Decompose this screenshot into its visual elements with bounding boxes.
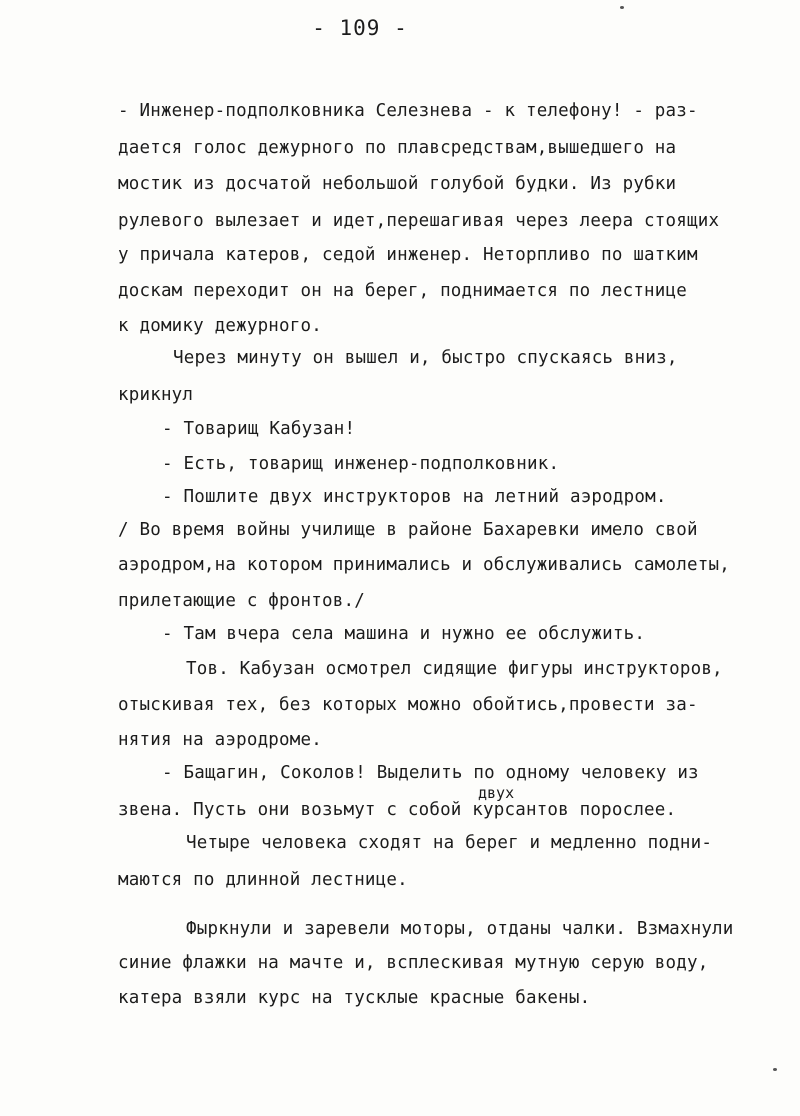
- text-line: катера взяли курс на тусклые красные бакены.: [118, 988, 591, 1008]
- interlinear-insert: двух: [478, 784, 515, 802]
- paper-speck: [773, 1068, 777, 1071]
- text-line: синие флажки на мачте и, всплескивая мутную серую воду,: [118, 953, 709, 973]
- text-line: Фыркнули и заревели моторы, отданы чалки. Взмахнули: [186, 919, 734, 939]
- text-line: - Инженер-подполковника Селезнева - к телефону! - раз-: [118, 101, 698, 121]
- text-line: / Во время войны училище в районе Бахаревки имело свой: [118, 520, 698, 540]
- page-number: - 109 -: [312, 16, 408, 40]
- text-line: - Пошлите двух инструкторов на летний аэродром.: [162, 487, 667, 507]
- text-line: рулевого вылезает и идет,перешагивая через леера стоящих: [118, 211, 720, 231]
- paper-speck: [620, 6, 624, 9]
- text-line: - Бащагин, Соколов! Выделить по одному человеку из: [162, 763, 699, 783]
- text-line: прилетающие с фронтов./: [118, 591, 365, 611]
- text-line: звена. Пусть они возьмут с собой курсантов порослее.: [118, 800, 677, 820]
- text-line: аэродром,на котором принимались и обслуживались самолеты,: [118, 555, 730, 575]
- text-line: Тов. Кабузан осмотрел сидящие фигуры инструкторов,: [186, 659, 723, 679]
- text-line: Четыре человека сходят на берег и медленно подни-: [186, 833, 713, 853]
- text-line: отыскивая тех, без которых можно обойтись,провести за-: [118, 695, 698, 715]
- text-line: доскам переходит он на берег, поднимается по лестнице: [118, 281, 688, 301]
- text-line: нятия на аэродроме.: [118, 730, 322, 750]
- text-line: - Товарищ Кабузан!: [162, 419, 356, 439]
- text-line: - Есть, товарищ инженер-подполковник.: [162, 454, 560, 474]
- text-line: у причала катеров, седой инженер. Неторпливо по шатким: [118, 245, 698, 265]
- text-line: Через минуту он вышел и, быстро спускаясь вниз,: [173, 348, 678, 368]
- text-line: - Там вчера села машина и нужно ее обслужить.: [162, 624, 646, 644]
- text-line: к домику дежурного.: [118, 316, 322, 336]
- text-line: маются по длинной лестнице.: [118, 870, 408, 890]
- text-line: крикнул: [118, 385, 194, 405]
- text-line: мостик из досчатой небольшой голубой будки. Из рубки: [118, 174, 677, 194]
- text-line: дается голос дежурного по плавсредствам,вышедшего на: [118, 138, 677, 158]
